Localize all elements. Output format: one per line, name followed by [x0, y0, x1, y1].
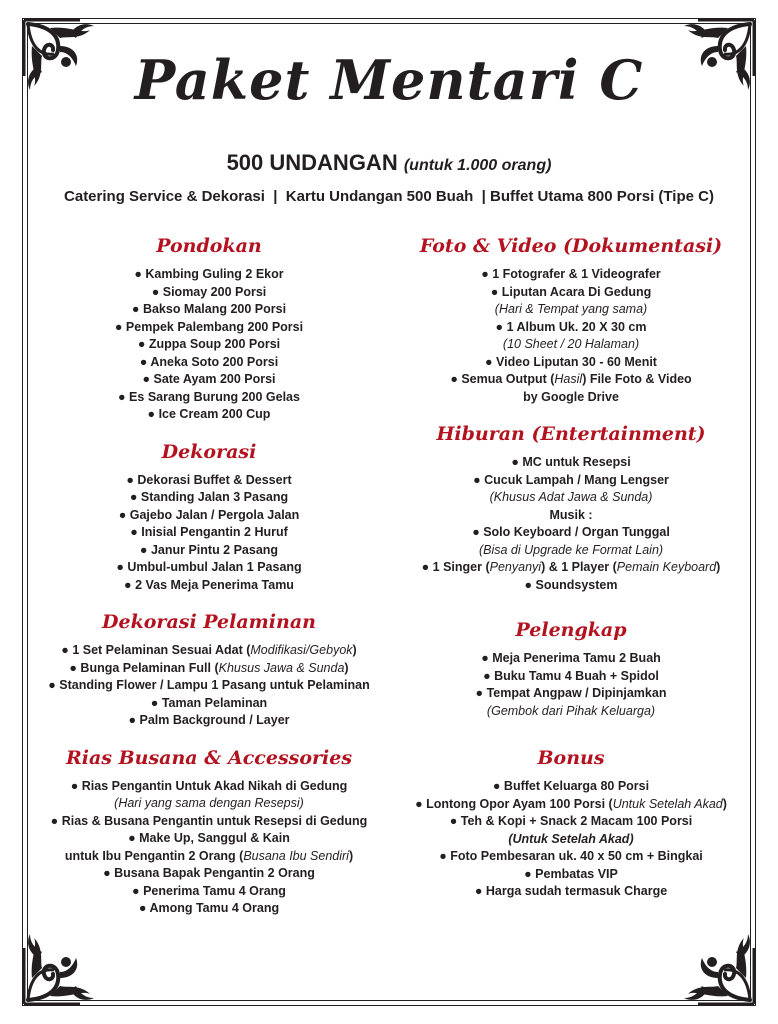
list-item: ● Soundsystem	[524, 577, 618, 592]
package-summary: Catering Service & Dekorasi | Kartu Undangan 500 Buah | Buffet Utama 800 Porsi (Tipe C)	[64, 188, 714, 205]
list-item: ● Busana Bapak Pengantin 2 Orang	[103, 866, 315, 880]
list-item: ● 1 Fotografer & 1 Videografer	[481, 267, 661, 281]
section-title: Hiburan (Entertainment)	[436, 423, 706, 445]
bonus-list	[388, 778, 754, 901]
section-dekorasi	[28, 438, 390, 595]
list-item: ● Sate Ayam 200 Porsi	[142, 372, 276, 386]
list-item: ● Semua Output (Hasil) File Foto & Video	[450, 372, 692, 386]
list-item: ● Harga sudah termasuk Charge	[474, 884, 668, 898]
list-item: ● Liputan Acara Di Gedung	[490, 284, 652, 299]
list-item: ● Gajebo Jalan / Pergola Jalan	[118, 507, 300, 522]
list-item: ● 2 Vas Meja Penerima Tamu	[124, 577, 294, 592]
list-item: ● Palm Background / Layer	[128, 713, 290, 727]
list-item: ● Ice Cream 200 Cup	[147, 407, 271, 421]
list-item: (Khusus Adat Jawa & Sunda)	[489, 490, 653, 504]
section-title: Dekorasi Pelaminan	[102, 611, 316, 633]
list-item: ● 1 Singer (Penyanyi) & 1 Player (Pemain Keyboard)	[421, 560, 721, 574]
list-item: untuk Ibu Pengantin 2 Orang (Busana Ibu Sendiri)	[64, 848, 354, 863]
list-item: ● Penerima Tamu 4 Orang	[132, 883, 286, 898]
list-item: ● Bunga Pelaminan Full (Khusus Jawa & Sunda)	[69, 660, 349, 675]
list-item: ● Meja Penerima Tamu 2 Buah	[481, 651, 661, 665]
section-dekorasi-pelaminan	[28, 608, 390, 730]
list-item: ● Buffet Keluarga 80 Porsi	[492, 779, 650, 793]
dekorasi-list	[28, 472, 390, 595]
section-title: Dekorasi	[161, 440, 257, 463]
section-title: Bonus	[537, 747, 605, 769]
corner-ornament-icon	[658, 908, 758, 1008]
list-item: ● Make Up, Sanggul & Kain	[128, 831, 290, 845]
list-item: ● Buku Tamu 4 Buah + Spidol	[483, 668, 659, 683]
list-item: ● Umbul-umbul Jalan 1 Pasang	[116, 560, 302, 574]
list-item: (Hari yang sama dengan Resepsi)	[114, 796, 304, 810]
pelengkap-list	[388, 650, 754, 720]
list-item: ● Standing Flower / Lampu 1 Pasang untuk Pelaminan	[48, 678, 370, 692]
list-item: (Untuk Setelah Akad)	[508, 831, 634, 846]
list-item: ● Aneka Soto 200 Porsi	[139, 354, 279, 369]
list-item: ● Foto Pembesaran uk. 40 x 50 cm + Bingkai	[439, 849, 703, 863]
list-item: (Hari & Tempat yang sama)	[494, 302, 648, 316]
section-title: Pelengkap	[515, 619, 627, 641]
left-column	[28, 232, 390, 932]
section-pelengkap	[388, 616, 754, 720]
list-item: ● Lontong Opor Ayam 100 Porsi (Untuk Setelah Akad)	[415, 796, 727, 811]
list-item: ● Zuppa Soup 200 Porsi	[137, 337, 281, 351]
section-rias-busana	[28, 744, 390, 918]
section-bonus	[388, 744, 754, 901]
list-item: ● Siomay 200 Porsi	[151, 284, 267, 299]
hiburan-list	[388, 454, 754, 594]
list-item: ● Pempek Palembang 200 Porsi	[114, 319, 304, 334]
list-item: ● Es Sarang Burung 200 Gelas	[118, 389, 300, 404]
list-item: ● Solo Keyboard / Organ Tunggal	[472, 525, 670, 539]
list-item: ● Cucuk Lampah / Mang Lengser	[473, 472, 669, 487]
list-item: ● Standing Jalan 3 Pasang	[129, 490, 289, 504]
headline	[0, 150, 778, 176]
list-item: Musik :	[549, 507, 593, 522]
section-foto-video	[388, 232, 754, 406]
list-item: ● 1 Album Uk. 20 X 30 cm	[495, 319, 647, 334]
section-title: Rias Busana & Accessories	[65, 746, 353, 769]
list-item: ● Kambing Guling 2 Ekor	[134, 267, 284, 281]
right-column	[388, 232, 754, 915]
list-item: ● Rias Pengantin Untuk Akad Nikah di Gedung	[70, 778, 348, 793]
list-item: by Google Drive	[523, 389, 619, 404]
list-item: ● 1 Set Pelaminan Sesuai Adat (Modifikasi/Gebyok)	[61, 643, 357, 657]
list-item: (Bisa di Upgrade ke Format Lain)	[478, 542, 664, 557]
list-item: ● Video Liputan 30 - 60 Menit	[485, 354, 657, 369]
list-item: ● Bakso Malang 200 Porsi	[131, 302, 287, 316]
page-title: Paket Mentari C	[134, 48, 644, 112]
foto-list	[388, 266, 754, 406]
list-item: ● Janur Pintu 2 Pasang	[139, 542, 279, 557]
list-item: ● Among Tamu 4 Orang	[138, 901, 280, 915]
list-item: ● Inisial Pengantin 2 Huruf	[130, 525, 288, 539]
headline-sub: (untuk 1.000 orang)	[403, 157, 552, 174]
list-item: ● Teh & Kopi + Snack 2 Macam 100 Porsi	[449, 814, 693, 828]
list-item: ● Rias & Busana Pengantin untuk Resepsi di Gedung	[50, 813, 368, 828]
list-item: ● Taman Pelaminan	[150, 695, 268, 710]
section-title: Foto & Video (Dokumentasi)	[419, 235, 723, 257]
list-item: (Gembok dari Pihak Keluarga)	[486, 703, 656, 718]
list-item: (10 Sheet / 20 Halaman)	[502, 337, 640, 351]
pondokan-list	[28, 266, 390, 424]
section-hiburan	[388, 420, 754, 594]
list-item: ● Pembatas VIP	[524, 866, 618, 881]
pelaminan-list	[28, 642, 390, 730]
list-item: ● Dekorasi Buffet & Dessert	[126, 472, 292, 487]
section-title: Pondokan	[156, 235, 262, 257]
list-item: ● MC untuk Resepsi	[511, 455, 631, 469]
list-item: ● Tempat Angpaw / Dipinjamkan	[475, 686, 667, 700]
headline-main: 500 UNDANGAN	[226, 150, 398, 175]
section-pondokan	[28, 232, 390, 424]
rias-list	[28, 778, 390, 918]
